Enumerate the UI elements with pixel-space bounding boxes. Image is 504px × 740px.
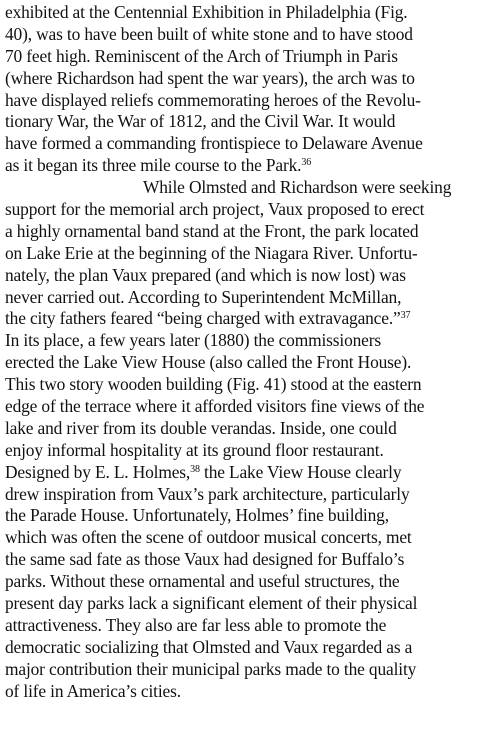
text-line: [5, 659, 501, 681]
text-line: [5, 484, 501, 506]
text-line: [5, 593, 501, 615]
line-text: drew inspiration from Vaux’s park architecture, particularly: [5, 483, 410, 504]
line-text: of life in America’s cities.: [5, 680, 181, 701]
line-text: never carried out. According to Superintendent McMillan,: [5, 286, 402, 307]
line-text: enjoy informal hospitality at its ground floor restaurant.: [5, 439, 384, 460]
text-line: [5, 352, 501, 374]
text-line: [5, 111, 501, 133]
line-text: on Lake Erie at the beginning of the Niagara River. Unfortu-: [5, 242, 418, 263]
line-text: nately, the plan Vaux prepared (and which is now lost) was: [5, 264, 406, 285]
line-text: parks. Without these ornamental and useful structures, the: [5, 571, 400, 592]
text-line: [5, 440, 501, 462]
line-text: as it began its three mile course to the Park.: [5, 155, 302, 176]
text-line: [5, 527, 501, 549]
line-text: lake and river from its double verandas. Inside, one could: [5, 417, 397, 438]
line-text: the city fathers feared “being charged with extravagance.”: [5, 308, 401, 329]
body-text: [5, 2, 501, 703]
line-text: support for the memorial arch project, Vaux proposed to erect: [5, 199, 425, 220]
line-text: erected the Lake View House (also called the Front House).: [5, 352, 412, 373]
line-text: democratic socializing that Olmsted and Vaux regarded as a: [5, 636, 413, 657]
text-line: [5, 308, 501, 330]
line-text: exhibited at the Centennial Exhibition in Philadelphia (Fig.: [5, 2, 408, 22]
line-text: In its place, a few years later (1880) the commissioners: [5, 330, 381, 351]
text-line: [5, 330, 501, 352]
text-line: [5, 90, 501, 112]
text-line: [5, 374, 501, 396]
text-line: [5, 549, 501, 571]
line-text: have formed a commanding frontispiece to Delaware Avenue: [5, 133, 423, 154]
footnote-ref: 37: [400, 310, 411, 322]
line-text: attractiveness. They also are far less able to promote the: [5, 614, 387, 635]
line-text: which was often the scene of outdoor musical concerts, met: [5, 527, 412, 548]
text-line: [5, 177, 501, 199]
text-line: [5, 571, 501, 593]
text-line: [5, 133, 501, 155]
line-text: This two story wooden building (Fig. 41) stood at the eastern: [5, 374, 422, 395]
text-line: [5, 46, 501, 68]
text-line: [5, 287, 501, 309]
line-text: Designed by E. L. Holmes,: [5, 461, 191, 482]
line-text: have displayed reliefs commemorating heroes of the Revolu-: [5, 89, 421, 110]
text-line: [5, 462, 501, 484]
line-text: While Olmsted and Richardson were seeking: [143, 177, 452, 198]
text-line: [5, 221, 501, 243]
text-line: [5, 396, 501, 418]
text-line: [5, 24, 501, 46]
line-text-continued: the Lake View House clearly: [199, 461, 402, 482]
line-text: major contribution their municipal parks made to the quality: [5, 658, 417, 679]
footnote-ref: 38: [190, 463, 200, 475]
text-line: [5, 68, 501, 90]
text-line: [5, 243, 501, 265]
footnote-ref: 36: [301, 157, 312, 169]
line-text: the same sad fate as those Vaux had designed for Buffalo’s: [5, 549, 405, 570]
text-line: [5, 637, 501, 659]
document-page: [5, 2, 501, 703]
line-text: 70 feet high. Reminiscent of the Arch of Triumph in Paris: [5, 45, 398, 66]
line-text: 40), was to have been built of white stone and to have stood: [5, 23, 413, 44]
line-text: edge of the terrace where it afforded visitors fine views of the: [5, 396, 425, 417]
text-line: [5, 2, 501, 24]
text-line: [5, 199, 501, 221]
line-text: the Parade House. Unfortunately, Holmes’ fine building,: [5, 505, 389, 526]
text-line: [5, 265, 501, 287]
line-text: (where Richardson had spent the war years), the arch was to: [5, 67, 415, 88]
line-text: tionary War, the War of 1812, and the Civil War. It would: [5, 111, 396, 132]
line-text: present day parks lack a significant element of their physical: [5, 593, 418, 614]
line-text: a highly ornamental band stand at the Front, the park located: [5, 220, 419, 241]
text-line: [5, 418, 501, 440]
text-line: [5, 615, 501, 637]
text-line: [5, 681, 501, 703]
text-line: [5, 155, 501, 177]
text-line: [5, 505, 501, 527]
